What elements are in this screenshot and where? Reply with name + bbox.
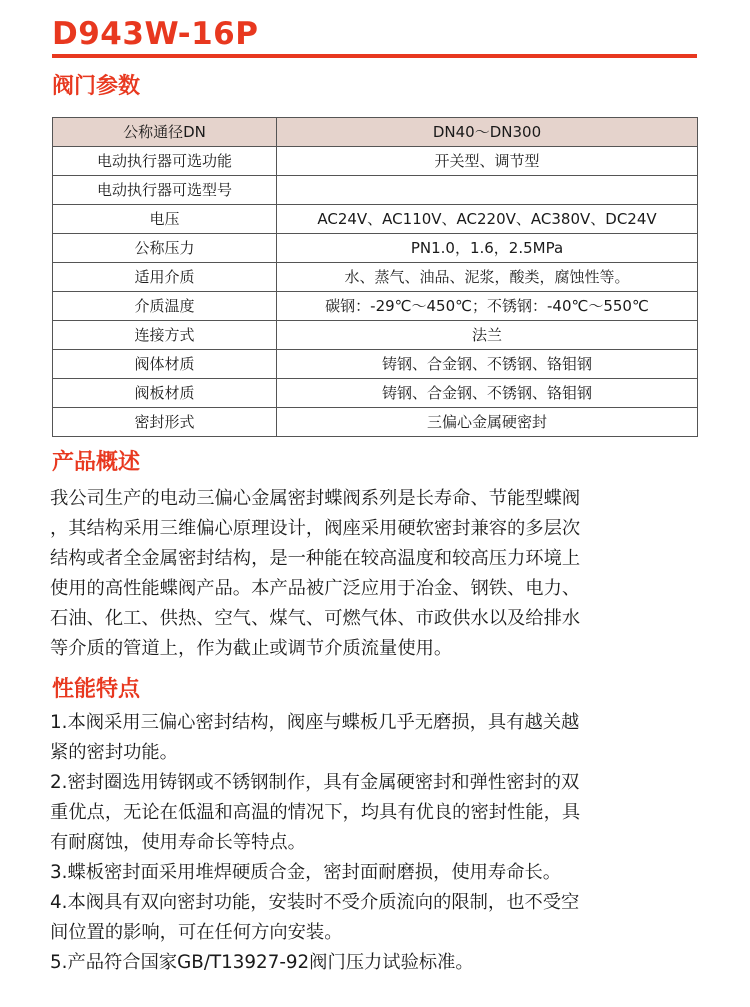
param-row xyxy=(53,350,698,379)
feature-line: 1.本阀采用三偏心密封结构，阀座与蝶板几乎无磨损，具有越关越 xyxy=(50,712,580,733)
param-value xyxy=(277,176,698,205)
overview-line: 使用的高性能蝶阀产品。本产品被广泛应用于冶金、钢铁、电力、 xyxy=(50,578,581,599)
param-row xyxy=(53,408,698,437)
feature-item xyxy=(50,768,702,858)
feature-line: 间位置的影响，可在任何方向安装。 xyxy=(50,922,343,943)
feature-line: 5.产品符合国家GB/T13927-92阀门压力试验标准。 xyxy=(50,952,474,973)
param-value: 法兰 xyxy=(277,321,698,350)
param-row xyxy=(53,292,698,321)
feature-line: 紧的密封功能。 xyxy=(50,742,178,763)
section-heading-params: 阀门参数 xyxy=(52,74,141,99)
param-label: 连接方式 xyxy=(53,321,277,350)
feature-line: 2.密封圈选用铸钢或不锈钢制作，具有金属硬密封和弹性密封的双 xyxy=(50,772,580,793)
feature-item xyxy=(50,858,702,888)
param-value: 铸钢、合金钢、不锈钢、铬钼钢 xyxy=(277,379,698,408)
feature-item xyxy=(50,708,702,768)
section-heading-overview: 产品概述 xyxy=(52,450,141,475)
overview-line: 我公司生产的电动三偏心金属密封蝶阀系列是长寿命、节能型蝶阀 xyxy=(50,488,581,509)
feature-line: 重优点，无论在低温和高温的情况下，均具有优良的密封性能，具 xyxy=(50,802,581,823)
param-row xyxy=(53,234,698,263)
param-label: 阀板材质 xyxy=(53,379,277,408)
param-row xyxy=(53,118,698,147)
param-label: 公称压力 xyxy=(53,234,277,263)
overview-line: 结构或者全金属密封结构，是一种能在较高温度和较高压力环境上 xyxy=(50,548,581,569)
param-value: PN1.0，1.6，2.5MPa xyxy=(277,234,698,263)
param-label: 电动执行器可选型号 xyxy=(53,176,277,205)
param-label: 密封形式 xyxy=(53,408,277,437)
feature-line: 有耐腐蚀，使用寿命长等特点。 xyxy=(50,832,306,853)
param-row xyxy=(53,263,698,292)
title-underline xyxy=(52,54,697,58)
features-list xyxy=(50,708,702,978)
param-value: DN40～DN300 xyxy=(277,118,698,147)
param-value: AC24V、AC110V、AC220V、AC380V、DC24V xyxy=(277,205,698,234)
param-row xyxy=(53,379,698,408)
param-row xyxy=(53,205,698,234)
feature-item xyxy=(50,888,702,948)
param-row xyxy=(53,321,698,350)
param-label: 适用介质 xyxy=(53,263,277,292)
section-heading-features: 性能特点 xyxy=(52,677,141,702)
overview-line: 等介质的管道上，作为截止或调节介质流量使用。 xyxy=(50,638,453,659)
overview-paragraph xyxy=(50,484,702,664)
overview-line: 石油、化工、供热、空气、煤气、可燃气体、市政供水以及给排水 xyxy=(50,608,581,629)
feature-item xyxy=(50,948,702,978)
param-row xyxy=(53,176,698,205)
valve-params-table xyxy=(52,117,698,437)
param-value: 碳钢：-29℃～450℃；不锈钢：-40℃～550℃ xyxy=(277,292,698,321)
param-label: 介质温度 xyxy=(53,292,277,321)
param-value: 开关型、调节型 xyxy=(277,147,698,176)
overview-line: ，其结构采用三维偏心原理设计，阀座采用硬软密封兼容的多层次 xyxy=(50,518,581,539)
param-label: 电动执行器可选功能 xyxy=(53,147,277,176)
param-label: 阀体材质 xyxy=(53,350,277,379)
param-value: 三偏心金属硬密封 xyxy=(277,408,698,437)
param-label: 电压 xyxy=(53,205,277,234)
feature-line: 3.蝶板密封面采用堆焊硬质合金，密封面耐磨损，使用寿命长。 xyxy=(50,862,562,883)
param-value: 铸钢、合金钢、不锈钢、铬钼钢 xyxy=(277,350,698,379)
page-title: D943W-16P xyxy=(52,16,259,52)
feature-line: 4.本阀具有双向密封功能，安装时不受介质流向的限制，也不受空 xyxy=(50,892,580,913)
param-value: 水、蒸气、油品、泥浆，酸类，腐蚀性等。 xyxy=(277,263,698,292)
param-row xyxy=(53,147,698,176)
param-label: 公称通径DN xyxy=(53,118,277,147)
